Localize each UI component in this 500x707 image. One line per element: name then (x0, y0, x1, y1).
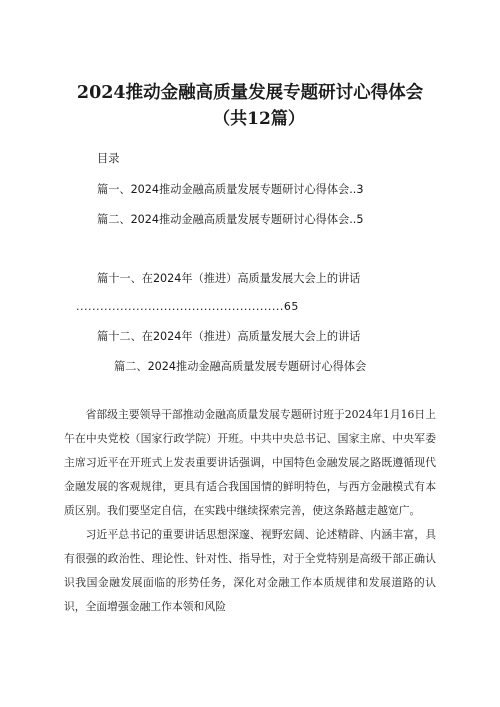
section-heading: 篇二、2024推动金融高质量发展专题研讨心得体会 (114, 360, 367, 373)
document-title: 2024推动金融高质量发展专题研讨心得体会 (76, 83, 424, 103)
document-subtitle: （共12篇） (213, 109, 305, 129)
toc-entry-11-leader: ....................................................65 (76, 300, 299, 313)
toc-entry-12[interactable]: 篇十二、在2024年（推进）高质量发展大会上的讲话 (97, 330, 361, 343)
paragraph-1: 省部级主要领导干部推动金融高质量发展专题研讨班于2024年1月16日上午在中央党校（国家行政学院）开班。中共中央总书记、国家主席、中央军委主席习近平在开班式上发表重要讲话强调，中国特色金融发展之路既遵循现代金融发展的客观规律，更具有适合我国国情的鲜明特色，与西方金融模式有本质区别。我们要坚定自信，在实践中继续探索完善，使这条路越走越宽广。 (64, 408, 436, 517)
body-text (64, 403, 436, 619)
paragraph-2: 习近平总书记的重要讲话思想深邃、视野宏阔、论述精辟、内涵丰富，具有很强的政治性、理论性、针对性、指导性，对于全党特别是高级干部正确认识我国金融发展面临的形势任务，深化对金融工作本质规律和发展道路的认识，全面增强金融工作本领和风险 (64, 528, 436, 613)
toc-entry-11[interactable]: 篇十一、在2024年（推进）高质量发展大会上的讲话 (97, 272, 361, 285)
toc-entry-1[interactable]: 篇一、2024推动金融高质量发展专题研讨心得体会..3 (97, 183, 364, 196)
toc-heading: 目录 (97, 152, 120, 165)
toc-entry-2[interactable]: 篇二、2024推动金融高质量发展专题研讨心得体会..5 (97, 213, 364, 226)
